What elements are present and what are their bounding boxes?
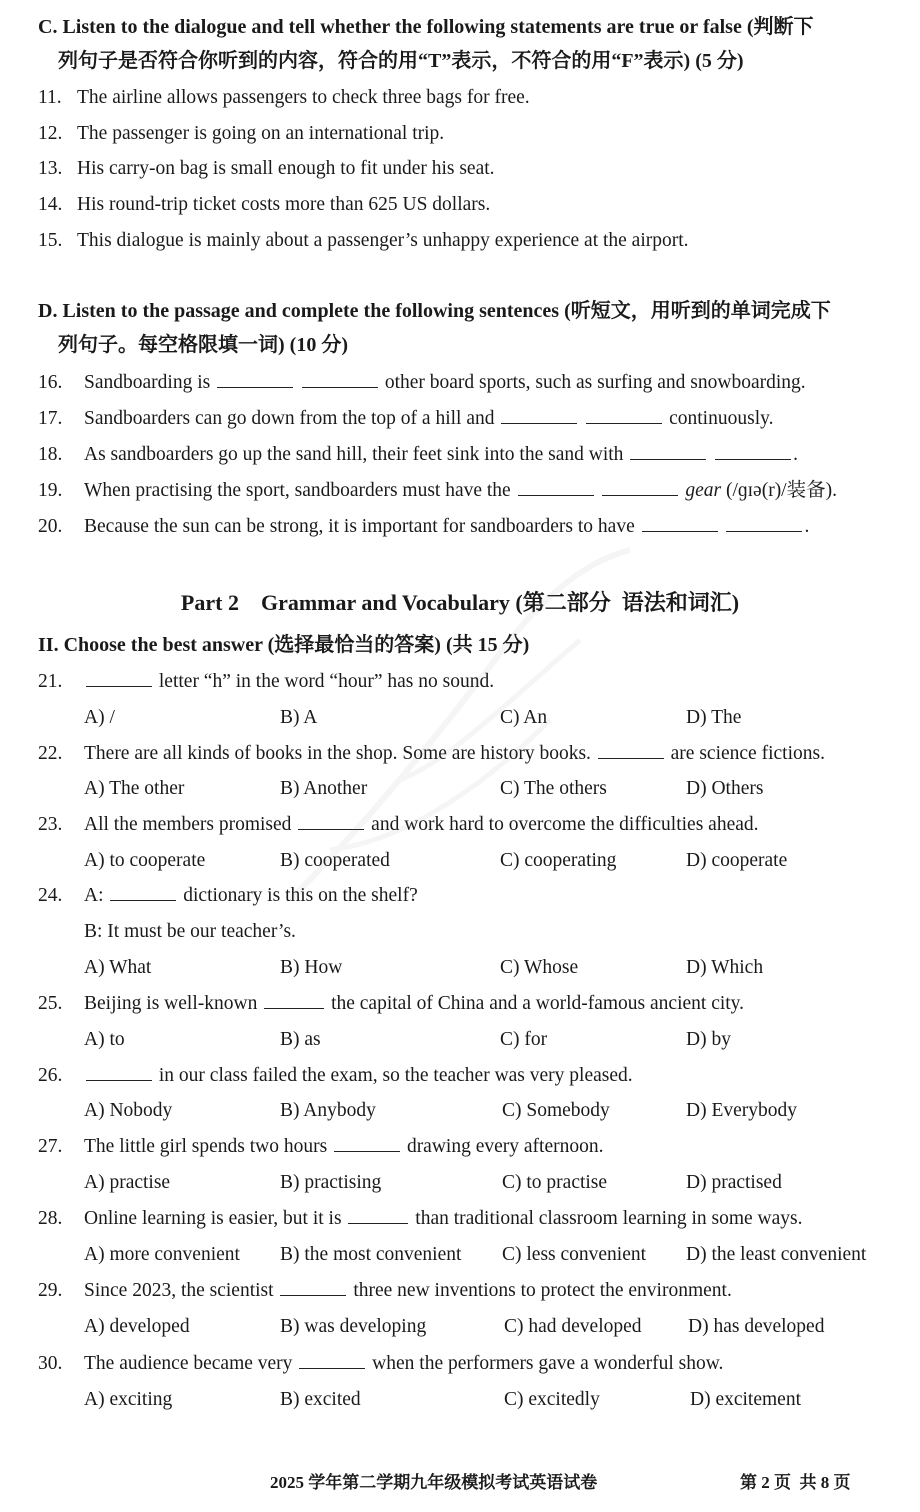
question-text: than traditional classroom learning in some ways. <box>415 1208 803 1229</box>
option-a[interactable]: A) developed <box>84 1316 190 1337</box>
question-text: drawing every afternoon. <box>406 1136 604 1157</box>
question-text: The little girl spends two hours <box>84 1136 328 1157</box>
section-ii-heading: II. Choose the best answer (选择最恰当的答案) (共 15 分) <box>38 634 530 656</box>
section-d-heading-line2: 列句子。每空格限填一词) (10 分) <box>58 334 348 356</box>
question-number: 15. <box>38 230 63 251</box>
question-text: His round-trip ticket costs more than 625 US dollars. <box>77 194 491 215</box>
answer-blank[interactable] <box>642 513 718 532</box>
part2-title: Part 2 Grammar and Vocabulary (第二部分 语法和词汇) <box>180 590 740 615</box>
footer-page-number: 第 2 页 共 8 页 <box>740 1473 851 1492</box>
option-c[interactable]: C) cooperating <box>500 850 617 871</box>
question-number: 13. <box>38 158 63 179</box>
answer-blank[interactable] <box>280 1277 346 1296</box>
question-text: His carry-on bag is small enough to fit under his seat. <box>77 158 495 179</box>
question-text: dictionary is this on the shelf? <box>183 885 418 906</box>
answer-blank[interactable] <box>299 1350 365 1369</box>
question-number: 27. <box>38 1136 63 1157</box>
answer-blank[interactable] <box>302 369 378 388</box>
option-a[interactable]: A) to cooperate <box>84 850 206 871</box>
question-text: All the members promised <box>84 814 292 835</box>
question-text: There are all kinds of books in the shop. Some are history books. <box>84 743 591 764</box>
answer-blank[interactable] <box>86 1062 152 1081</box>
option-c[interactable]: C) excitedly <box>504 1389 600 1410</box>
option-d[interactable]: D) excitement <box>690 1389 801 1410</box>
answer-blank[interactable] <box>586 405 662 424</box>
option-b[interactable]: B) Another <box>280 778 368 799</box>
answer-blank[interactable] <box>630 441 706 460</box>
option-d[interactable]: D) has developed <box>688 1316 825 1337</box>
question-text: Since 2023, the scientist <box>84 1280 274 1301</box>
question-number: 21. <box>38 671 63 692</box>
option-b[interactable]: B) the most convenient <box>280 1244 462 1265</box>
question-text: . <box>804 516 810 537</box>
option-b[interactable]: B) excited <box>280 1389 361 1410</box>
question-number: 11. <box>38 87 62 108</box>
question-number: 20. <box>38 516 63 537</box>
question-text: the capital of China and a world-famous ancient city. <box>331 993 745 1014</box>
section-c-heading-line2: 列句子是否符合你听到的内容，符合的用“T”表示，不符合的用“F”表示) (5 分) <box>58 50 744 72</box>
option-c[interactable]: C) An <box>500 707 548 728</box>
question-number: 19. <box>38 480 63 501</box>
question-text: continuously. <box>669 408 774 429</box>
option-b[interactable]: B) as <box>280 1029 321 1050</box>
option-b[interactable]: B) A <box>280 707 318 728</box>
question-number: 18. <box>38 444 63 465</box>
option-b[interactable]: B) Anybody <box>280 1100 376 1121</box>
answer-blank[interactable] <box>217 369 293 388</box>
question-text: other board sports, such as surfing and snowboarding. <box>384 372 806 393</box>
answer-blank[interactable] <box>334 1133 400 1152</box>
section-c-heading <box>38 10 908 78</box>
question-text: The airline allows passengers to check three bags for free. <box>77 87 530 108</box>
option-c[interactable]: C) Somebody <box>502 1100 610 1121</box>
question-text: The audience became very <box>84 1353 293 1374</box>
answer-blank[interactable] <box>602 477 678 496</box>
question-text: Beijing is well-known <box>84 993 258 1014</box>
question-text: Sandboarding is <box>84 372 211 393</box>
question-text: when the performers gave a wonderful show. <box>372 1353 724 1374</box>
answer-blank[interactable] <box>348 1205 408 1224</box>
answer-blank[interactable] <box>86 668 152 687</box>
question-number: 17. <box>38 408 63 429</box>
question-number: 25. <box>38 993 63 1014</box>
answer-blank[interactable] <box>501 405 577 424</box>
question-number: 22. <box>38 743 63 764</box>
answer-blank[interactable] <box>598 740 664 759</box>
option-a[interactable]: A) exciting <box>84 1389 173 1410</box>
question-24-response: B: It must be our teacher’s. <box>84 921 296 942</box>
question-number: 26. <box>38 1065 63 1086</box>
answer-blank[interactable] <box>110 882 176 901</box>
option-a[interactable]: A) practise <box>84 1172 171 1193</box>
answer-blank[interactable] <box>726 513 802 532</box>
question-number: 29. <box>38 1280 63 1301</box>
question-text: letter “h” in the word “hour” has no sound. <box>158 671 495 692</box>
option-d[interactable]: D) cooperate <box>686 850 788 871</box>
question-text: Because the sun can be strong, it is important for sandboarders to have <box>84 516 635 537</box>
answer-blank[interactable] <box>518 477 594 496</box>
question-text: (/ɡɪə(r)/装备). <box>725 480 837 501</box>
question-text: and work hard to overcome the difficulties ahead. <box>371 814 759 835</box>
question-text: As sandboarders go up the sand hill, their feet sink into the sand with <box>84 444 624 465</box>
option-b[interactable]: B) cooperated <box>280 850 390 871</box>
option-c[interactable]: C) for <box>500 1029 548 1050</box>
option-d[interactable]: D) Others <box>686 778 764 799</box>
question-text: Sandboarders can go down from the top of a hill and <box>84 408 495 429</box>
question-text: This dialogue is mainly about a passenger’s unhappy experience at the airport. <box>77 230 689 251</box>
option-a[interactable]: A) What <box>84 957 152 978</box>
answer-blank[interactable] <box>715 441 791 460</box>
option-a[interactable]: A) to <box>84 1029 125 1050</box>
option-b[interactable]: B) How <box>280 957 343 978</box>
option-b[interactable]: B) practising <box>280 1172 382 1193</box>
question-text: Online learning is easier, but it is <box>84 1208 342 1229</box>
gear-word: gear <box>685 480 722 501</box>
section-d-heading <box>38 294 908 362</box>
section-d-heading-line1: D. Listen to the passage and complete the following sentences (听短文，用听到的单词完成下 <box>38 300 831 322</box>
question-number: 24. <box>38 885 63 906</box>
question-text: . <box>793 444 799 465</box>
option-c[interactable]: C) less convenient <box>502 1244 647 1265</box>
option-a[interactable]: A) more convenient <box>84 1244 240 1265</box>
question-number: 12. <box>38 123 63 144</box>
option-d[interactable]: D) The <box>686 707 742 728</box>
question-number: 28. <box>38 1208 63 1229</box>
question-text: The passenger is going on an international trip. <box>77 123 445 144</box>
option-a[interactable]: A) / <box>84 707 115 728</box>
option-c[interactable]: C) The others <box>500 778 607 799</box>
section-c-heading-line1: C. Listen to the dialogue and tell whether the following statements are true or false (判断下 <box>38 16 814 38</box>
answer-blank[interactable] <box>298 811 364 830</box>
option-d[interactable]: D) Which <box>686 957 764 978</box>
option-a[interactable]: A) Nobody <box>84 1100 173 1121</box>
option-d[interactable]: D) the least convenient <box>686 1244 867 1265</box>
option-d[interactable]: D) by <box>686 1029 731 1050</box>
question-number: 16. <box>38 372 63 393</box>
answer-blank[interactable] <box>264 990 324 1009</box>
question-text: three new inventions to protect the environment. <box>353 1280 732 1301</box>
option-c[interactable]: C) had developed <box>504 1316 642 1337</box>
option-c[interactable]: C) to practise <box>502 1172 608 1193</box>
option-d[interactable]: D) Everybody <box>686 1100 798 1121</box>
question-text: are science fictions. <box>670 743 825 764</box>
question-number: 30. <box>38 1353 63 1374</box>
question-text: A: <box>84 885 104 906</box>
question-text: When practising the sport, sandboarders must have the <box>84 480 511 501</box>
option-a[interactable]: A) The other <box>84 778 185 799</box>
footer-title: 2025 学年第二学期九年级模拟考试英语试卷 <box>270 1473 598 1492</box>
question-text: in our class failed the exam, so the teacher was very pleased. <box>158 1065 633 1086</box>
option-d[interactable]: D) practised <box>686 1172 782 1193</box>
question-number: 14. <box>38 194 63 215</box>
question-number: 23. <box>38 814 63 835</box>
option-b[interactable]: B) was developing <box>280 1316 427 1337</box>
option-c[interactable]: C) Whose <box>500 957 579 978</box>
